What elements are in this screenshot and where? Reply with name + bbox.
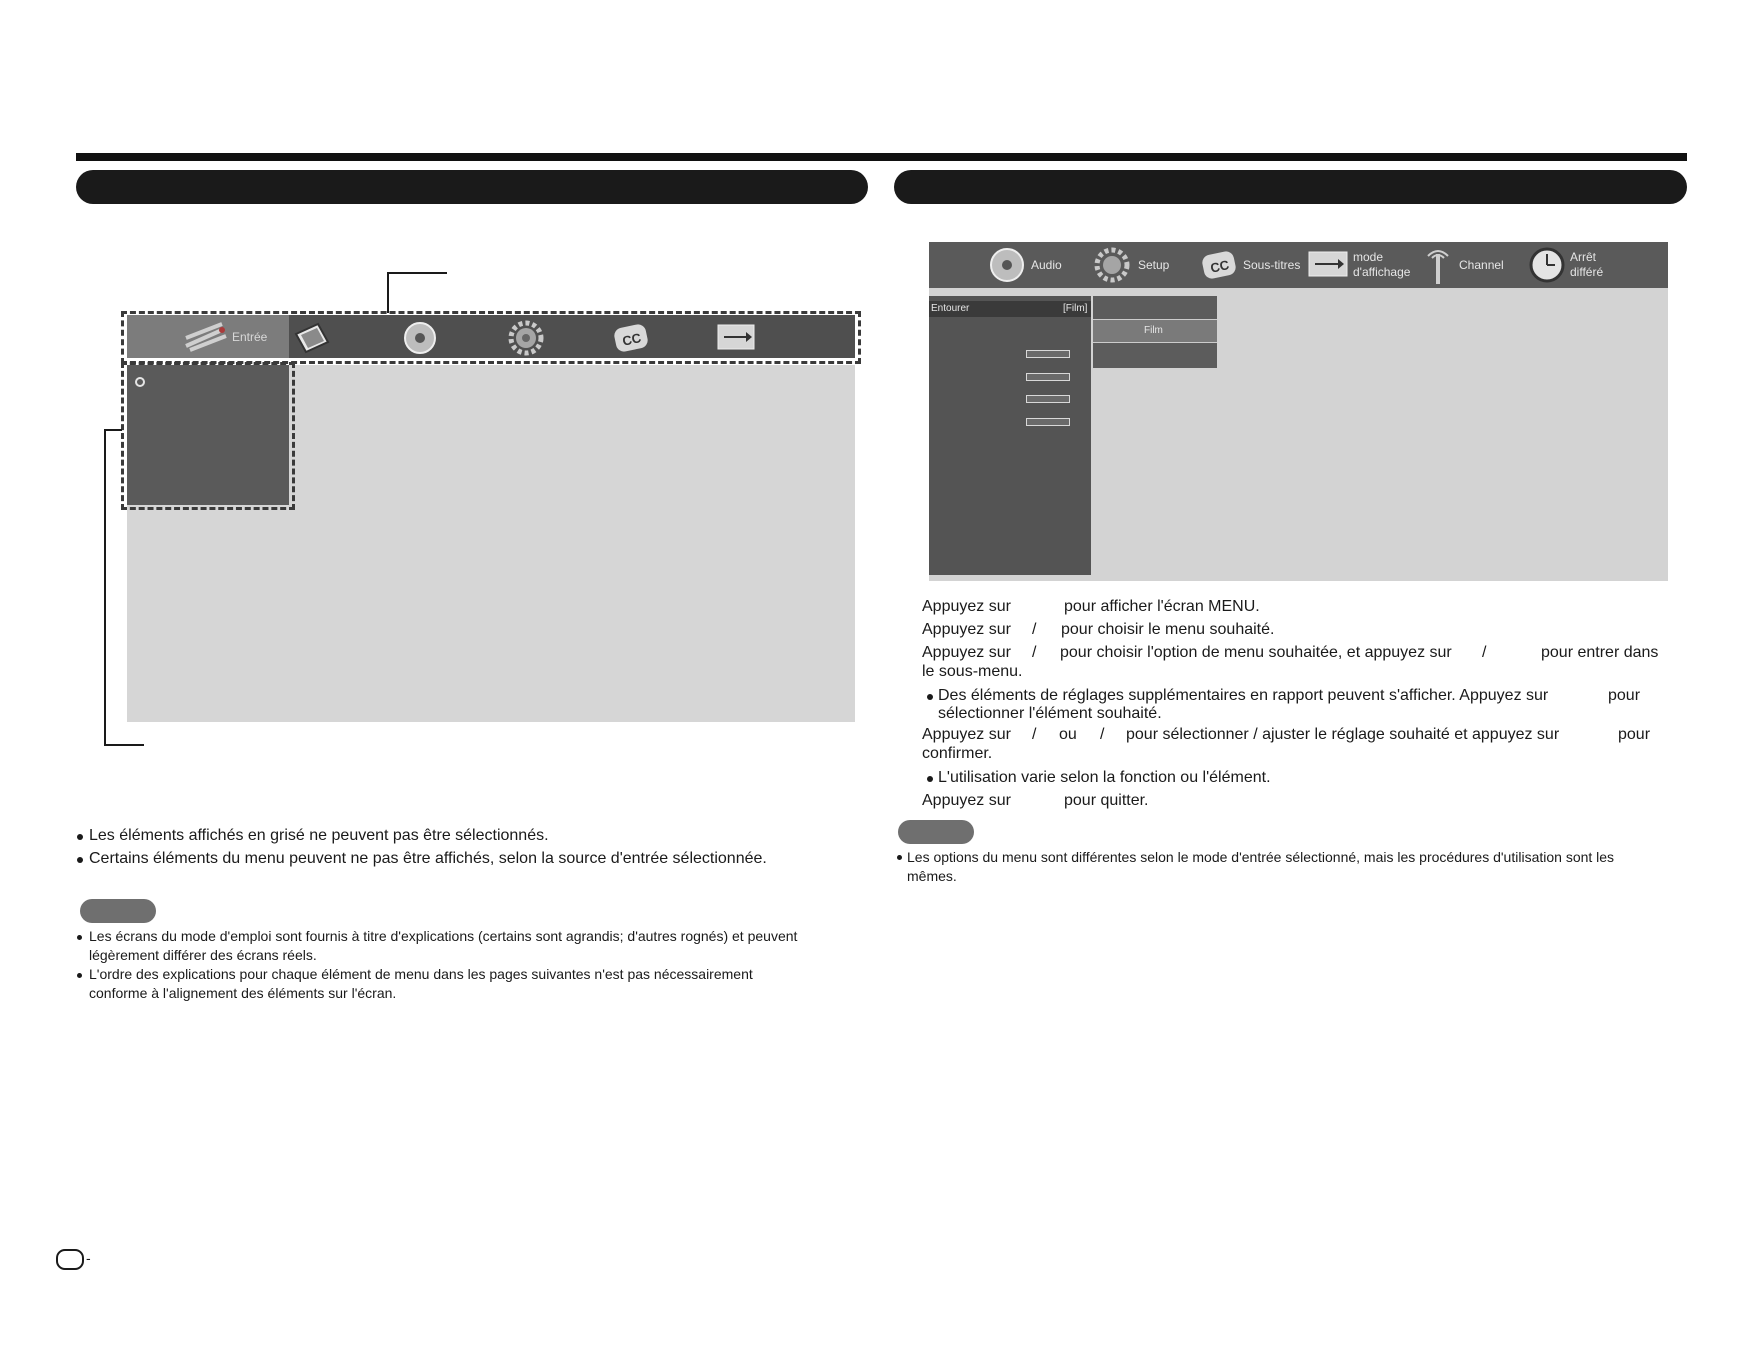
popup-option-label: Film [1144, 325, 1163, 336]
step3-line2: le sous-menu. [922, 663, 1023, 680]
submenu-value: [Film] [1063, 303, 1088, 314]
step3-b: pour choisir l'option de menu souhaitée, et appuyez sur [1060, 644, 1452, 661]
step5-b: pour quitter. [1064, 792, 1149, 809]
right-note-line2: mêmes. [907, 868, 957, 884]
callout-bracket-bottom [104, 744, 144, 746]
submenu-radio[interactable] [135, 377, 145, 387]
setup-gear-icon [1093, 246, 1131, 284]
note-badge-right [898, 820, 974, 844]
left-note-2-line2: conforme à l'alignement des éléments sur l'écran. [89, 985, 397, 1001]
menu-bar-highlight [121, 311, 861, 364]
submenu-highlight [121, 362, 295, 510]
submenu-label: Entourer [931, 303, 970, 314]
right-note-line1: Les options du menu sont différentes selon le mode d'entrée sélectionné, mais les procédures d'utilisation sont les [907, 849, 1615, 865]
step4-slash1: / [1032, 726, 1037, 743]
tab-timer-label-1[interactable]: Arrêt [1570, 250, 1597, 264]
slider-2[interactable] [1026, 373, 1070, 381]
clock-icon [1528, 246, 1566, 284]
step1-a: Appuyez sur [922, 598, 1011, 615]
page-dash: - [86, 1250, 91, 1266]
step5-a: Appuyez sur [922, 792, 1011, 809]
step2-b: pour choisir le menu souhaité. [1061, 621, 1275, 638]
display-mode-icon [1308, 250, 1348, 280]
tab-setup-label[interactable]: Setup [1138, 258, 1170, 272]
left-note-1-line2: légèrement différer des écrans réels. [89, 947, 317, 963]
step4-line2: confirmer. [922, 745, 993, 762]
left-note-1-line1: Les écrans du mode d'emploi sont fournis à titre d'explications (certains sont agrandis; d'autres rognés) et peuvent [89, 928, 798, 944]
slider-4[interactable] [1026, 418, 1070, 426]
callout-bracket-left [104, 429, 106, 746]
tab-channel-label[interactable]: Channel [1459, 258, 1504, 272]
left-bullet-1: Les éléments affichés en grisé ne peuvent pas être sélectionnés. [89, 827, 549, 844]
bullet [927, 776, 933, 782]
note-badge-left [80, 899, 156, 923]
step3-bullet-a: Des éléments de réglages supplémentaires en rapport peuvent s'afficher. Appuyez sur [938, 687, 1549, 704]
step3-a: Appuyez sur [922, 644, 1011, 661]
step3-slash1: / [1032, 644, 1037, 661]
cc-icon [1200, 248, 1238, 282]
tab-display-mode-label-1[interactable]: mode [1353, 250, 1384, 264]
step3-bullet-b: pour [1608, 687, 1641, 704]
right-section-header [894, 170, 1687, 204]
bullet [927, 694, 933, 700]
tab-input-label: Entrée [232, 330, 268, 344]
callout-bracket-top [104, 429, 122, 431]
tab-subtitles-label[interactable]: Sous-titres [1243, 258, 1301, 272]
slider-3[interactable] [1026, 395, 1070, 403]
callout-line-top [387, 272, 389, 313]
step2-slash: / [1032, 621, 1037, 638]
step4-b: pour sélectionner / ajuster le réglage souhaité et appuyez sur [1126, 726, 1560, 743]
tab-display-mode-label-2[interactable]: d'affichage [1353, 265, 1411, 279]
step4-bullet: L'utilisation varie selon la fonction ou l'élément. [938, 769, 1271, 786]
submenu-panel-right [929, 296, 1091, 575]
callout-line-top-h [387, 272, 447, 274]
svg-text:CC: CC [1208, 257, 1231, 276]
step2-a: Appuyez sur [922, 621, 1011, 638]
tab-audio-label[interactable]: Audio [1031, 258, 1062, 272]
antenna-icon [1424, 246, 1452, 286]
step4-c: pour [1618, 726, 1651, 743]
page-number-oval [56, 1249, 84, 1270]
step1-b: pour afficher l'écran MENU. [1064, 598, 1260, 615]
step4-a: Appuyez sur [922, 726, 1011, 743]
bullet [897, 855, 902, 860]
step3-slash2: / [1482, 644, 1487, 661]
bullet [77, 857, 83, 863]
bullet [77, 834, 83, 840]
bullet [77, 973, 82, 978]
audio-disc-icon [988, 246, 1026, 284]
top-rule [76, 153, 1687, 161]
bullet [77, 935, 82, 940]
left-note-2-line1: L'ordre des explications pour chaque élément de menu dans les pages suivantes n'est pas nécessairement [89, 966, 753, 982]
step3-bullet-line2: sélectionner l'élément souhaité. [938, 705, 1162, 722]
step3-c: pour entrer dans [1541, 644, 1659, 661]
slider-1[interactable] [1026, 350, 1070, 358]
left-bullet-2: Certains éléments du menu peuvent ne pas être affichés, selon la source d'entrée sélectionnée. [89, 850, 767, 867]
svg-text:CC: CC [620, 330, 643, 349]
left-section-header [76, 170, 868, 204]
step4-ou: ou [1059, 726, 1077, 743]
step4-slash2: / [1100, 726, 1105, 743]
tab-timer-label-2[interactable]: différé [1570, 265, 1604, 279]
